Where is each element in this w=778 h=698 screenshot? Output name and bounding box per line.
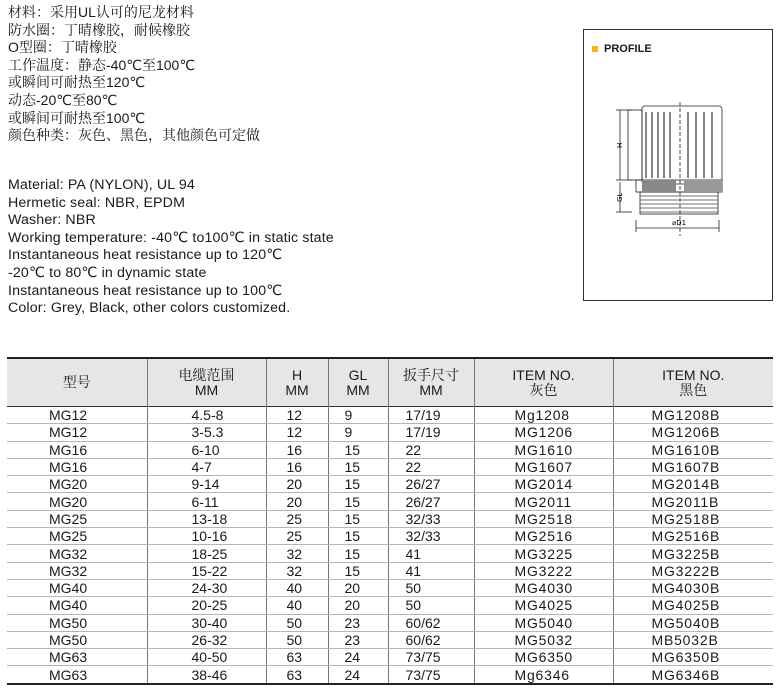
table-row (7, 545, 773, 562)
cell-wrench-size: 60/62 (388, 614, 474, 631)
cell-item-grey: MG2516 (474, 528, 613, 545)
cell-h: 25 (266, 510, 328, 527)
en-spec-line: Washer: NBR (8, 212, 96, 229)
cell-gl: 15 (328, 510, 388, 527)
cell-item-grey: MG3222 (474, 562, 613, 579)
cell-item-black: MG3225B (613, 545, 773, 562)
en-spec-line: -20℃ to 80℃ in dynamic state (8, 264, 207, 281)
cn-spec-line: 动态-20℃至80℃ (8, 91, 118, 108)
cell-item-grey: MG4025 (474, 597, 613, 614)
cell-h: 32 (266, 562, 328, 579)
cn-spec-line: 材料：采用UL认可的尼龙材料 (8, 4, 194, 20)
cell-wrench-size: 73/75 (388, 649, 474, 666)
cell-cable-range: 26-32 (147, 631, 266, 648)
en-spec-line: Color: Grey, Black, other colors customized. (8, 300, 291, 317)
cable-gland-profile-drawing (584, 30, 774, 302)
cell-item-black: MG3222B (613, 562, 773, 579)
cell-wrench-size: 50 (388, 597, 474, 614)
spec-table (7, 357, 773, 685)
profile-label-h: H (616, 142, 624, 148)
header-wrench-size: 扳手尺寸 MM (388, 358, 474, 407)
cell-gl: 15 (328, 493, 388, 510)
cell-h: 40 (266, 579, 328, 596)
cell-cable-range: 13-18 (147, 510, 266, 527)
cell-h: 32 (266, 545, 328, 562)
cell-item-black: MG2516B (613, 528, 773, 545)
cell-h: 50 (266, 631, 328, 648)
cell-h: 63 (266, 666, 328, 684)
cell-item-grey: MG5032 (474, 631, 613, 648)
cell-wrench-size: 22 (388, 441, 474, 458)
cell-item-black: MG5040B (613, 614, 773, 631)
cn-spec-line: O型圈：丁晴橡胶 (8, 39, 117, 56)
cell-cable-range: 20-25 (147, 597, 266, 614)
cell-gl: 23 (328, 631, 388, 648)
cell-wrench-size: 26/27 (388, 493, 474, 510)
cell-model: MG50 (7, 614, 147, 631)
cell-cable-range: 15-22 (147, 562, 266, 579)
profile-title: PROFILE (604, 43, 652, 55)
cell-item-black: MG6350B (613, 649, 773, 666)
table-row (7, 458, 773, 475)
cell-model: MG20 (7, 476, 147, 493)
cell-item-grey: MG5040 (474, 614, 613, 631)
cell-gl: 20 (328, 597, 388, 614)
cell-cable-range: 38-46 (147, 666, 266, 684)
cell-model: MG16 (7, 441, 147, 458)
cell-model: MG40 (7, 579, 147, 596)
cell-wrench-size: 32/33 (388, 510, 474, 527)
cell-gl: 15 (328, 562, 388, 579)
header-model: 型号 (7, 358, 147, 407)
cell-h: 16 (266, 441, 328, 458)
cell-item-black: MB5032B (613, 631, 773, 648)
table-header-row (7, 358, 773, 407)
cell-cable-range: 24-30 (147, 579, 266, 596)
cell-h: 25 (266, 528, 328, 545)
header-h: H MM (266, 358, 328, 407)
cell-item-grey: Mg1208 (474, 407, 613, 424)
cell-model: MG32 (7, 562, 147, 579)
cell-cable-range: 10-16 (147, 528, 266, 545)
cell-h: 20 (266, 493, 328, 510)
cell-item-grey: MG6350 (474, 649, 613, 666)
cell-wrench-size: 26/27 (388, 476, 474, 493)
table-row (7, 441, 773, 458)
cell-item-grey: MG1610 (474, 441, 613, 458)
table-row (7, 666, 773, 684)
cell-model: MG63 (7, 666, 147, 684)
cell-wrench-size: 22 (388, 458, 474, 475)
header-item-grey: ITEM NO. 灰色 (474, 358, 613, 407)
cell-item-grey: MG2014 (474, 476, 613, 493)
table-row (7, 424, 773, 441)
cell-item-black: MG2011B (613, 493, 773, 510)
profile-label-d1: ⌀D1 (672, 219, 687, 227)
table-row (7, 528, 773, 545)
cell-h: 20 (266, 476, 328, 493)
cell-model: MG12 (7, 424, 147, 441)
cell-wrench-size: 60/62 (388, 631, 474, 648)
cell-cable-range: 40-50 (147, 649, 266, 666)
table-row (7, 493, 773, 510)
profile-label-gl: GL (616, 192, 624, 202)
cell-model: MG32 (7, 545, 147, 562)
cell-cable-range: 30-40 (147, 614, 266, 631)
table-row (7, 476, 773, 493)
cell-wrench-size: 17/19 (388, 407, 474, 424)
cn-spec-line: 或瞬间可耐热至120℃ (8, 74, 146, 91)
cell-item-black: MG6346B (613, 666, 773, 684)
cell-wrench-size: 41 (388, 545, 474, 562)
en-spec-line: Instantaneous heat resistance up to 100℃ (8, 282, 283, 299)
cell-gl: 20 (328, 579, 388, 596)
en-spec-line: Hermetic seal: NBR, EPDM (8, 194, 186, 211)
table-row (7, 614, 773, 631)
cell-h: 50 (266, 614, 328, 631)
cell-wrench-size: 41 (388, 562, 474, 579)
cell-cable-range: 6-10 (147, 441, 266, 458)
table-row (7, 597, 773, 614)
cell-item-grey: Mg6346 (474, 666, 613, 684)
cell-item-black: MG2014B (613, 476, 773, 493)
cell-model: MG40 (7, 597, 147, 614)
en-spec-line: Working temperature: -40℃ to100℃ in static state (8, 229, 334, 246)
cn-spec-line: 或瞬间可耐热至100℃ (8, 109, 146, 126)
cell-gl: 9 (328, 407, 388, 424)
cell-gl: 9 (328, 424, 388, 441)
cell-gl: 15 (328, 545, 388, 562)
header-item-black: ITEM NO. 黑色 (613, 358, 773, 407)
cell-model: MG50 (7, 631, 147, 648)
header-cable-range: 电缆范围 MM (147, 358, 266, 407)
cn-spec-line: 颜色种类：灰色、黑色，其他颜色可定做 (8, 127, 260, 144)
spec-table-wrapper (7, 357, 773, 685)
cell-model: MG20 (7, 493, 147, 510)
cell-item-black: MG1607B (613, 458, 773, 475)
cell-item-black: MG4025B (613, 597, 773, 614)
cell-item-grey: MG1206 (474, 424, 613, 441)
cell-cable-range: 4-7 (147, 458, 266, 475)
profile-panel (583, 29, 773, 301)
cell-wrench-size: 32/33 (388, 528, 474, 545)
cell-cable-range: 18-25 (147, 545, 266, 562)
cell-h: 12 (266, 407, 328, 424)
cell-cable-range: 6-11 (147, 493, 266, 510)
cell-item-black: MG1208B (613, 407, 773, 424)
table-row (7, 579, 773, 596)
en-spec-line: Instantaneous heat resistance up to 120℃ (8, 247, 283, 264)
cell-h: 40 (266, 597, 328, 614)
table-row (7, 510, 773, 527)
cell-model: MG16 (7, 458, 147, 475)
cell-cable-range: 9-14 (147, 476, 266, 493)
table-row (7, 562, 773, 579)
cn-spec-line: 防水圈：丁晴橡胶，耐候橡胶 (8, 21, 190, 38)
cell-model: MG25 (7, 510, 147, 527)
cell-gl: 15 (328, 528, 388, 545)
cell-cable-range: 3-5.3 (147, 424, 266, 441)
cn-spec-line: 工作温度：静态-40℃至100℃ (8, 56, 196, 73)
cell-h: 12 (266, 424, 328, 441)
header-gl: GL MM (328, 358, 388, 407)
cell-item-black: MG1206B (613, 424, 773, 441)
cell-model: MG63 (7, 649, 147, 666)
cell-gl: 24 (328, 666, 388, 684)
cell-wrench-size: 17/19 (388, 424, 474, 441)
cell-item-grey: MG1607 (474, 458, 613, 475)
en-spec-list (8, 177, 334, 318)
table-body (7, 407, 773, 684)
cell-gl: 15 (328, 458, 388, 475)
cell-model: MG12 (7, 407, 147, 424)
en-spec-line: Material: PA (NYLON), UL 94 (8, 177, 195, 193)
cell-wrench-size: 73/75 (388, 666, 474, 684)
cell-item-grey: MG4030 (474, 579, 613, 596)
cell-cable-range: 4.5-8 (147, 407, 266, 424)
cell-h: 63 (266, 649, 328, 666)
cell-gl: 24 (328, 649, 388, 666)
table-row (7, 649, 773, 666)
cell-item-black: MG1610B (613, 441, 773, 458)
cn-spec-list (8, 4, 260, 145)
table-row (7, 631, 773, 648)
cell-item-black: MG4030B (613, 579, 773, 596)
cell-h: 16 (266, 458, 328, 475)
cell-item-grey: MG3225 (474, 545, 613, 562)
cell-item-black: MG2518B (613, 510, 773, 527)
table-row (7, 407, 773, 424)
cell-model: MG25 (7, 528, 147, 545)
cell-item-grey: MG2518 (474, 510, 613, 527)
cell-gl: 15 (328, 476, 388, 493)
cell-gl: 23 (328, 614, 388, 631)
cell-wrench-size: 50 (388, 579, 474, 596)
cell-gl: 15 (328, 441, 388, 458)
cell-item-grey: MG2011 (474, 493, 613, 510)
